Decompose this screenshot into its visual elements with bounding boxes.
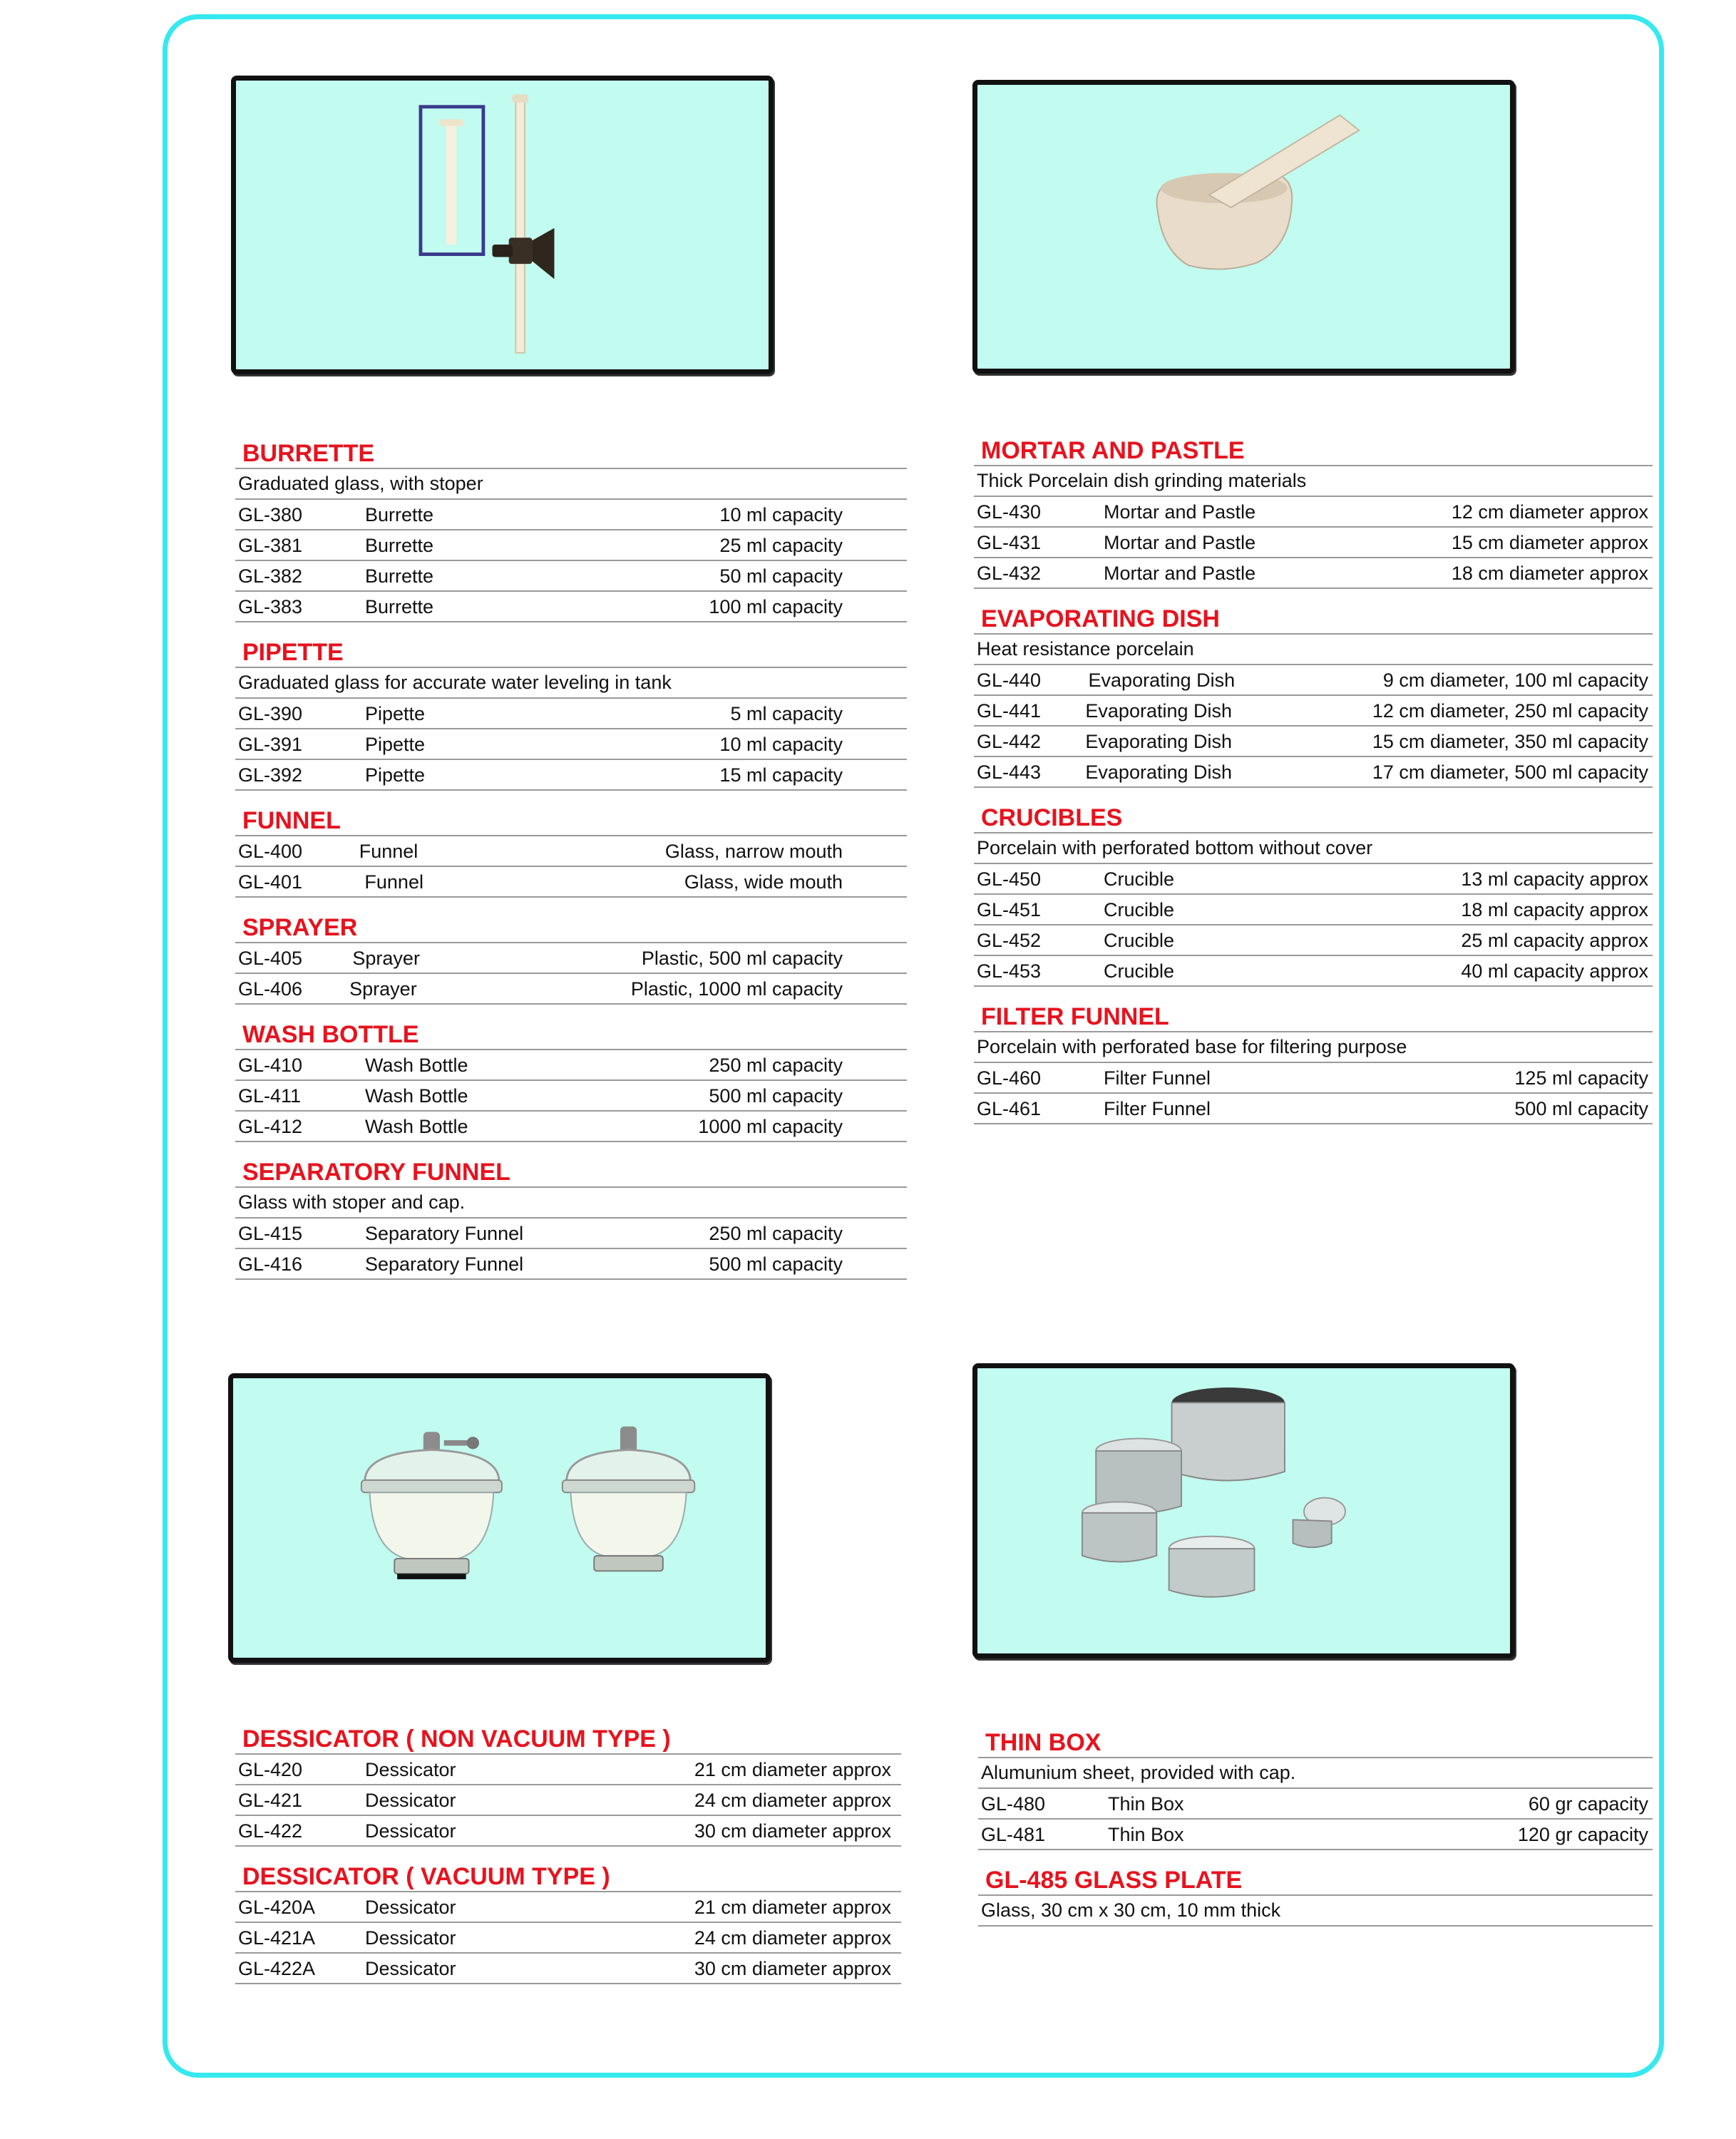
product-code: GL-400: [238, 841, 303, 862]
section-description: Porcelain with perforated base for filtering purpose: [974, 1032, 1653, 1063]
product-spec: 9 cm diameter, 100 ml capacity: [1382, 670, 1648, 691]
product-row: [235, 1219, 907, 1249]
product-spec: 15 cm diameter, 350 ml capacity: [1372, 731, 1648, 752]
left-top-catalog: [235, 436, 907, 1280]
product-section: [978, 1725, 1653, 1863]
product-row: [235, 1249, 907, 1280]
product-section: [235, 1017, 907, 1155]
product-spec: 24 cm diameter approx: [694, 1790, 891, 1811]
product-code: GL-453: [977, 960, 1042, 982]
product-row: [235, 1816, 901, 1847]
product-code: GL-411: [238, 1085, 302, 1107]
product-code: GL-481: [981, 1824, 1046, 1845]
product-name: Burrette: [365, 504, 434, 525]
product-code: GL-391: [238, 734, 303, 755]
product-section: [235, 911, 907, 1017]
product-row: [235, 729, 907, 760]
section-title: WASH BOTTLE: [235, 1017, 907, 1050]
product-name: Crucible: [1104, 930, 1175, 951]
product-section: [235, 1722, 901, 1860]
product-name: Dessicator: [365, 1820, 456, 1842]
product-name: Mortar and Pastle: [1104, 532, 1256, 553]
burrette-photo: [231, 76, 774, 374]
thin-box-image: [977, 1368, 1510, 1653]
product-name: Wash Bottle: [365, 1116, 468, 1137]
product-row: [974, 956, 1653, 987]
product-name: Crucible: [1104, 868, 1175, 890]
product-row: [235, 974, 907, 1005]
product-row: [235, 1785, 901, 1816]
product-code: GL-421: [238, 1790, 303, 1811]
product-name: Dessicator: [365, 1790, 456, 1811]
section-description: Graduated glass, with stoper: [235, 469, 907, 500]
product-name: Crucible: [1104, 960, 1175, 982]
product-spec: 120 gr capacity: [1517, 1824, 1648, 1845]
product-spec: 15 cm diameter approx: [1451, 532, 1648, 553]
product-row: [978, 1789, 1653, 1820]
product-row: [235, 1954, 901, 1984]
product-name: Dessicator: [365, 1897, 456, 1918]
product-row: [974, 895, 1653, 925]
product-code: GL-390: [238, 703, 303, 724]
section-title: BURRETTE: [235, 436, 907, 469]
product-code: GL-461: [977, 1098, 1042, 1119]
mortar-and-pestle-image: [977, 85, 1510, 369]
product-row: [974, 1063, 1653, 1094]
product-section: [235, 1155, 907, 1280]
dessicator-photo: [228, 1373, 771, 1663]
product-spec: 13 ml capacity approx: [1461, 868, 1648, 890]
product-code: GL-401: [238, 871, 303, 893]
product-spec: 24 cm diameter approx: [694, 1927, 891, 1949]
product-spec: 500 ml capacity: [1514, 1098, 1648, 1119]
product-code: GL-412: [238, 1116, 303, 1137]
product-row: [235, 1755, 901, 1785]
product-name: Pipette: [365, 734, 426, 755]
section-description: Alumunium sheet, provided with cap.: [978, 1758, 1653, 1789]
product-code: GL-406: [238, 978, 303, 1000]
product-spec: Plastic, 1000 ml capacity: [630, 978, 843, 1000]
product-spec: Plastic, 500 ml capacity: [641, 948, 843, 969]
section-title: PIPETTE: [235, 635, 907, 668]
product-code: GL-415: [238, 1223, 303, 1244]
product-spec: 25 ml capacity approx: [1461, 930, 1648, 951]
product-code: GL-432: [977, 563, 1042, 584]
product-section: [974, 434, 1653, 602]
product-row: [235, 699, 907, 729]
product-row: [235, 943, 907, 974]
product-code: GL-460: [977, 1067, 1042, 1089]
product-code: GL-383: [238, 596, 303, 617]
product-spec: 21 cm diameter approx: [694, 1897, 891, 1918]
product-name: Evaporating Dish: [1085, 761, 1233, 783]
product-row: [235, 500, 907, 530]
product-name: Crucible: [1104, 899, 1175, 920]
product-code: GL-431: [977, 532, 1042, 553]
product-row: [235, 530, 907, 561]
product-code: GL-443: [977, 761, 1042, 783]
product-row: [974, 925, 1653, 956]
product-name: Sprayer: [352, 948, 420, 969]
product-row: [235, 1112, 907, 1142]
product-name: Thin Box: [1108, 1824, 1184, 1845]
product-name: Evaporating Dish: [1088, 670, 1236, 691]
product-code: GL-480: [981, 1793, 1046, 1815]
product-section: [974, 1000, 1653, 1124]
product-spec: 500 ml capacity: [709, 1253, 843, 1275]
product-spec: 40 ml capacity approx: [1461, 960, 1648, 982]
product-row: [974, 665, 1653, 696]
right-top-catalog: [974, 434, 1653, 1124]
product-spec: 10 ml capacity: [719, 734, 843, 755]
product-row: [235, 867, 907, 898]
product-spec: 21 cm diameter approx: [694, 1759, 891, 1780]
product-name: Filter Funnel: [1104, 1067, 1211, 1089]
product-code: GL-416: [238, 1253, 303, 1275]
product-row: [974, 757, 1653, 788]
section-title: FUNNEL: [235, 804, 907, 836]
product-row: [235, 1050, 907, 1081]
section-title: CRUCIBLES: [974, 801, 1653, 833]
product-code: GL-392: [238, 764, 303, 786]
product-code: GL-410: [238, 1055, 303, 1076]
product-row: [235, 592, 907, 622]
section-title: DESSICATOR ( NON VACUUM TYPE ): [235, 1722, 901, 1755]
product-section: [235, 804, 907, 911]
product-section: [235, 635, 907, 804]
product-spec: 1000 ml capacity: [698, 1116, 843, 1137]
product-row: [978, 1820, 1653, 1850]
product-spec: 17 cm diameter, 500 ml capacity: [1372, 761, 1648, 783]
product-spec: 250 ml capacity: [709, 1223, 843, 1244]
product-row: [974, 696, 1653, 727]
product-code: GL-442: [977, 731, 1042, 752]
product-spec: 30 cm diameter approx: [694, 1958, 891, 1979]
product-spec: 60 gr capacity: [1528, 1793, 1648, 1815]
product-spec: 12 cm diameter approx: [1451, 501, 1648, 523]
product-name: Pipette: [365, 764, 426, 786]
product-code: GL-405: [238, 948, 303, 969]
product-section: [974, 801, 1653, 1000]
product-row: [974, 727, 1653, 757]
product-row: [235, 836, 907, 867]
product-spec: 30 cm diameter approx: [694, 1820, 891, 1842]
product-spec: Glass, wide mouth: [684, 871, 843, 893]
product-row: [235, 561, 907, 592]
thin-box-photo: [972, 1363, 1515, 1658]
product-spec: 125 ml capacity: [1514, 1067, 1648, 1089]
product-code: GL-381: [238, 535, 303, 556]
section-title: MORTAR AND PASTLE: [974, 434, 1653, 466]
product-spec: 10 ml capacity: [719, 504, 843, 525]
product-code: GL-420A: [238, 1897, 316, 1918]
right-bottom-catalog: [978, 1725, 1653, 1927]
product-name: Mortar and Pastle: [1104, 563, 1256, 584]
section-description: Heat resistance porcelain: [974, 635, 1653, 665]
product-name: Thin Box: [1108, 1793, 1184, 1815]
left-bottom-catalog: [235, 1722, 901, 1984]
product-name: Dessicator: [365, 1958, 456, 1979]
section-title: THIN BOX: [978, 1725, 1653, 1758]
product-spec: 18 cm diameter approx: [1451, 563, 1648, 584]
product-code: GL-422: [238, 1820, 303, 1842]
mortar-photo: [972, 80, 1515, 374]
product-code: GL-380: [238, 504, 303, 525]
product-name: Burrette: [365, 596, 434, 617]
section-description: Porcelain with perforated bottom without cover: [974, 833, 1653, 864]
product-section: [235, 436, 907, 635]
product-code: GL-440: [977, 670, 1042, 691]
product-code: GL-450: [977, 868, 1042, 890]
product-name: Separatory Funnel: [365, 1223, 524, 1244]
dessicator-image: [233, 1378, 766, 1658]
product-name: Wash Bottle: [365, 1085, 468, 1107]
section-title: DESSICATOR ( VACUUM TYPE ): [235, 1860, 901, 1892]
product-spec: 250 ml capacity: [709, 1055, 843, 1076]
product-code: GL-382: [238, 565, 303, 587]
section-title: EVAPORATING DISH: [974, 602, 1653, 635]
product-name: Funnel: [359, 841, 418, 862]
product-code: GL-421A: [238, 1927, 316, 1949]
product-name: Evaporating Dish: [1085, 731, 1233, 752]
product-name: Filter Funnel: [1104, 1098, 1211, 1119]
product-row: [974, 528, 1653, 558]
product-name: Wash Bottle: [365, 1055, 468, 1076]
product-row: [235, 760, 907, 791]
product-name: Mortar and Pastle: [1104, 501, 1256, 523]
product-spec: 25 ml capacity: [719, 535, 843, 556]
product-code: GL-441: [977, 700, 1042, 722]
section-description: Graduated glass for accurate water leveling in tank: [235, 668, 907, 699]
section-title: SEPARATORY FUNNEL: [235, 1155, 907, 1188]
product-spec: 15 ml capacity: [719, 764, 843, 786]
product-row: [974, 558, 1653, 589]
product-spec: 18 ml capacity approx: [1461, 899, 1648, 920]
product-name: Pipette: [365, 703, 426, 724]
product-row: [235, 1892, 901, 1923]
section-title: FILTER FUNNEL: [974, 1000, 1653, 1032]
section-description: Glass with stoper and cap.: [235, 1188, 907, 1219]
product-row: [235, 1081, 907, 1112]
product-name: Separatory Funnel: [365, 1253, 524, 1275]
product-section: [974, 602, 1653, 801]
product-section: [978, 1863, 1653, 1927]
product-spec: 12 cm diameter, 250 ml capacity: [1372, 700, 1648, 722]
product-name: Dessicator: [365, 1759, 456, 1780]
product-row: [974, 497, 1653, 528]
product-spec: 100 ml capacity: [709, 596, 843, 617]
product-section: [235, 1860, 901, 1984]
product-row: [235, 1923, 901, 1954]
section-description: Glass, 30 cm x 30 cm, 10 mm thick: [978, 1896, 1653, 1927]
product-name: Burrette: [365, 565, 434, 587]
section-title: SPRAYER: [235, 911, 907, 943]
product-code: GL-452: [977, 930, 1042, 951]
product-code: GL-420: [238, 1759, 303, 1780]
product-row: [974, 864, 1653, 895]
product-name: Burrette: [365, 535, 434, 556]
product-spec: 500 ml capacity: [709, 1085, 843, 1107]
product-code: GL-430: [977, 501, 1042, 523]
product-row: [974, 1094, 1653, 1124]
product-name: Dessicator: [365, 1927, 456, 1949]
product-name: Sprayer: [349, 978, 417, 1000]
product-code: GL-422A: [238, 1958, 316, 1979]
product-spec: 5 ml capacity: [730, 703, 843, 724]
product-name: Funnel: [364, 871, 423, 893]
product-code: GL-451: [977, 899, 1042, 920]
section-title: GL-485 GLASS PLATE: [978, 1863, 1653, 1896]
product-spec: 50 ml capacity: [719, 565, 843, 587]
product-name: Evaporating Dish: [1085, 700, 1233, 722]
product-spec: Glass, narrow mouth: [664, 841, 843, 862]
burrette-image: [236, 81, 769, 369]
section-description: Thick Porcelain dish grinding materials: [974, 466, 1653, 497]
